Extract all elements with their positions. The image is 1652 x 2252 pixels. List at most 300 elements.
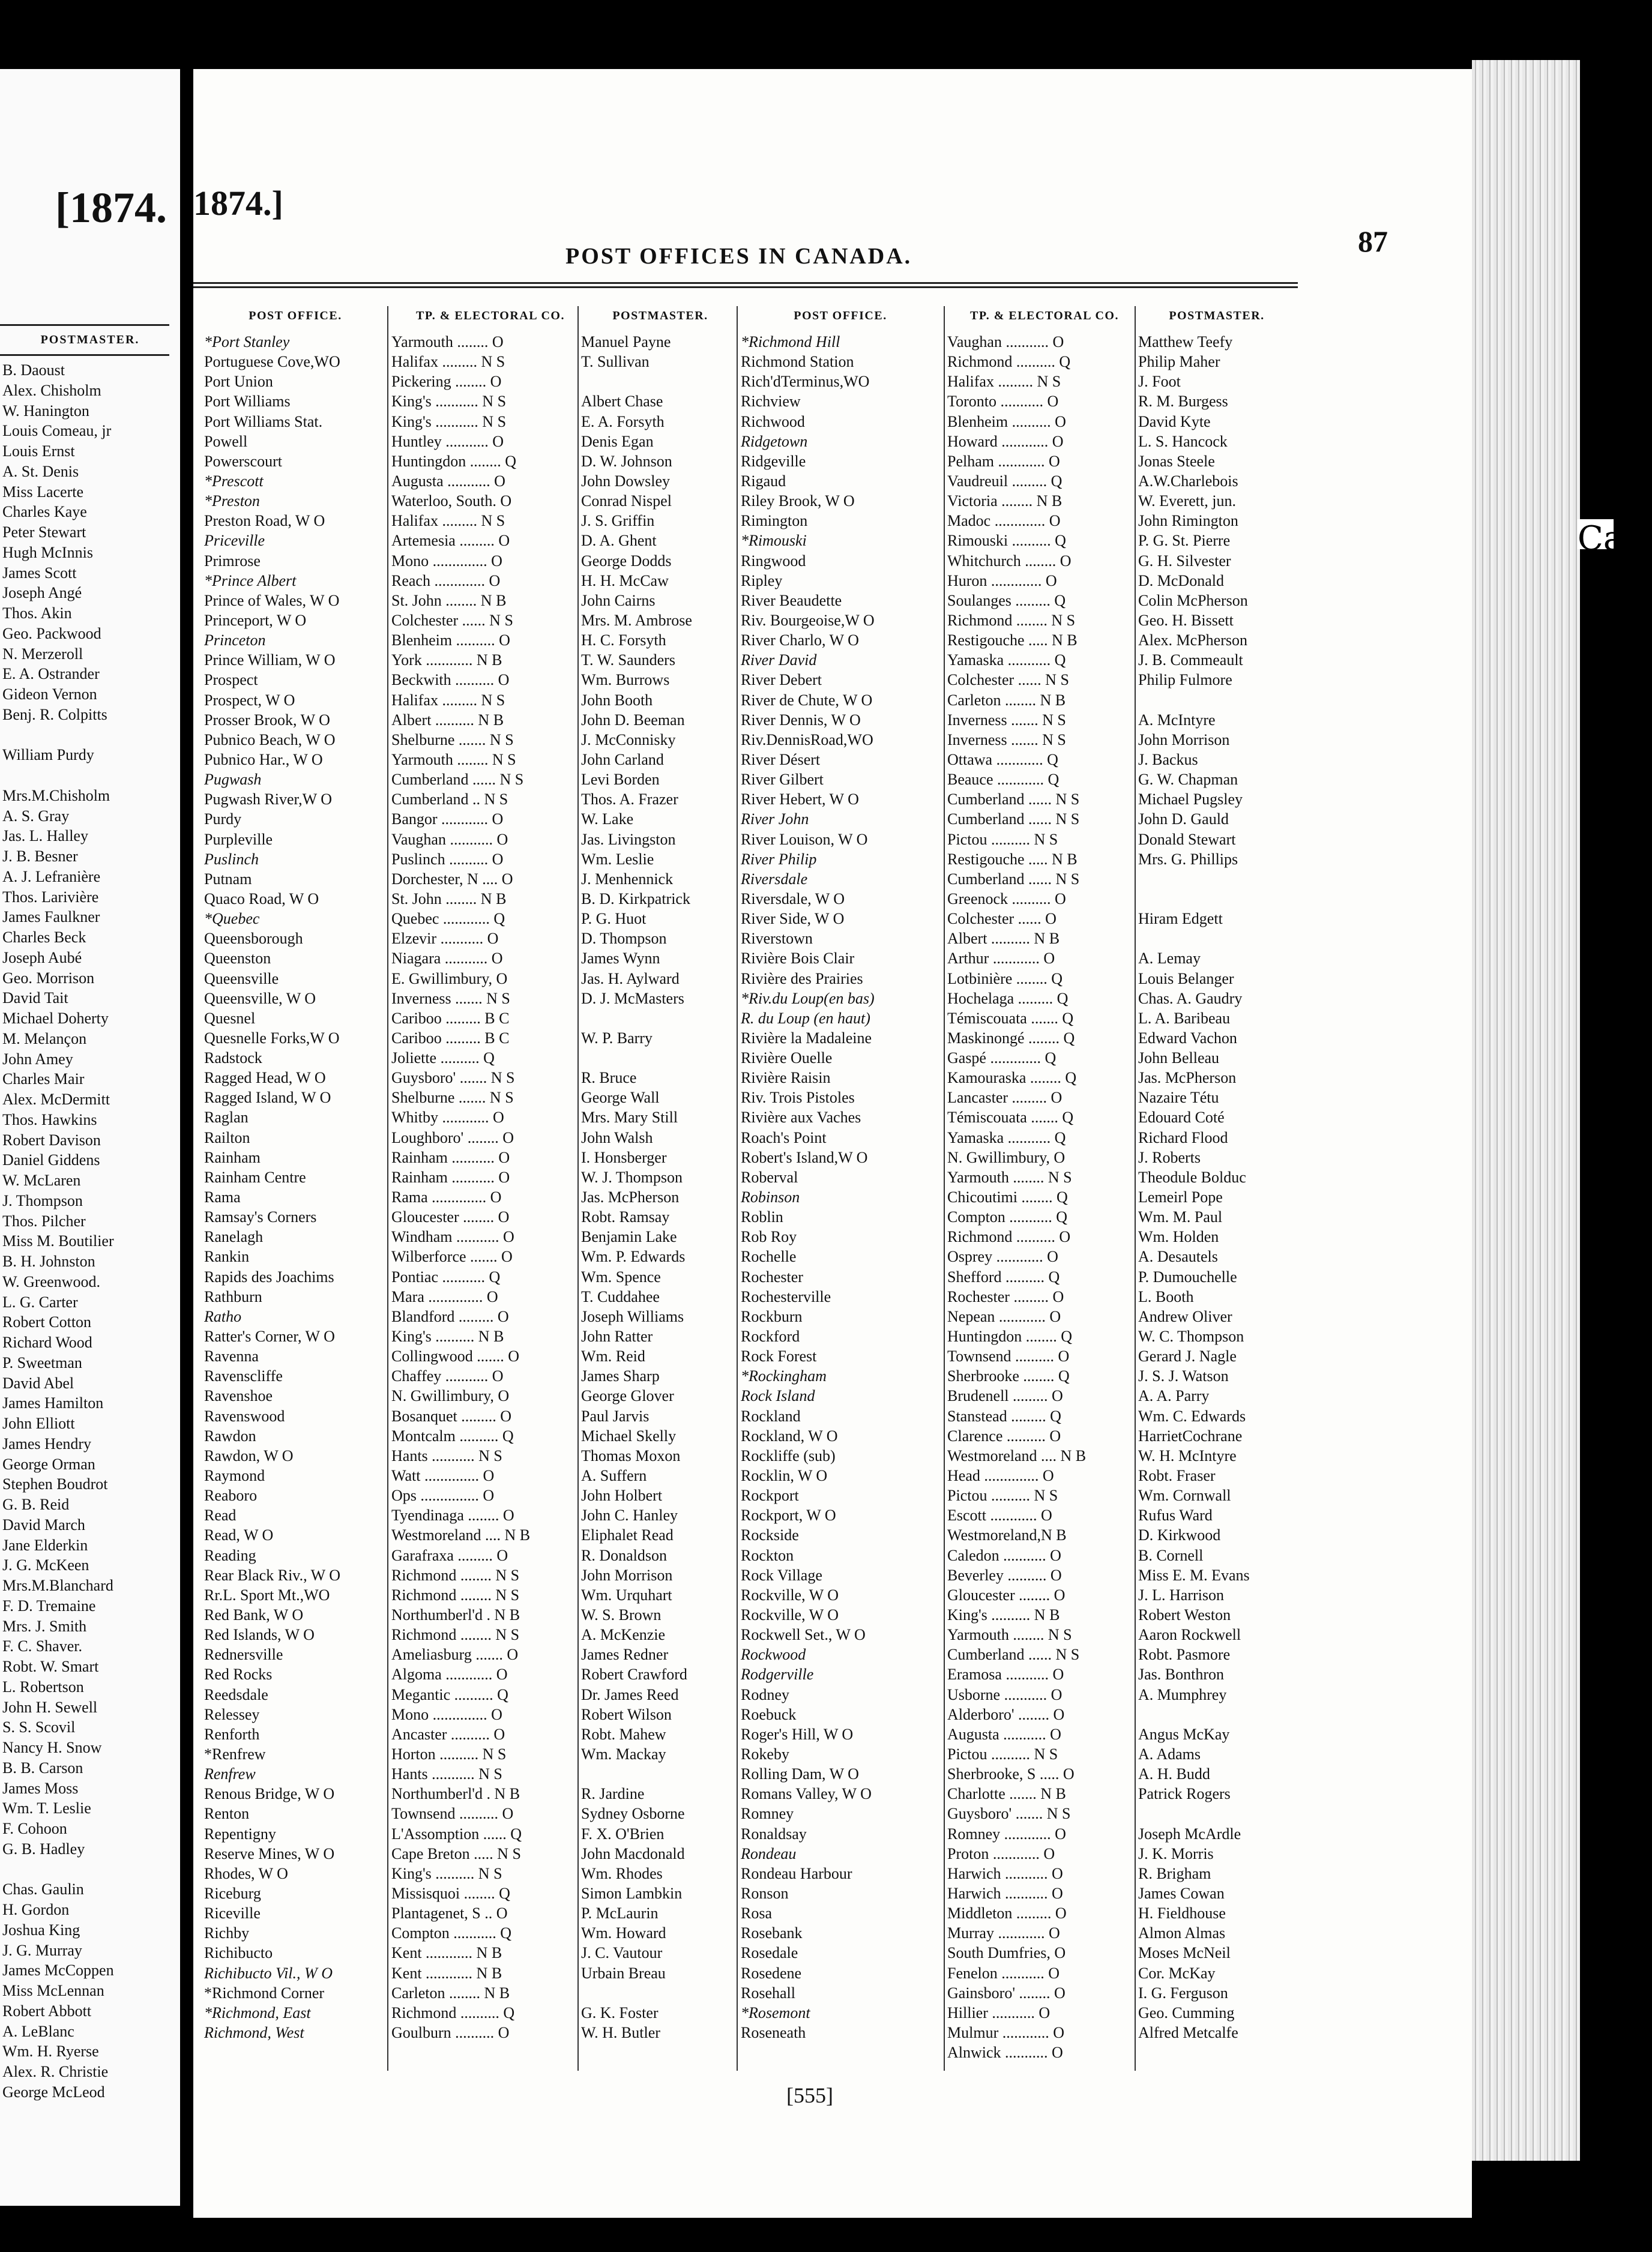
post-office-entry: Ronaldsay bbox=[741, 1825, 807, 1843]
township-entry: Harwich ........... O bbox=[947, 1864, 1063, 1882]
township-entry: Richmond .......... Q bbox=[391, 2004, 515, 2022]
post-office-entry: Prince William, W O bbox=[204, 651, 336, 669]
township-entry: King's .......... N B bbox=[947, 1606, 1060, 1624]
township-entry: King's ........... N S bbox=[391, 412, 507, 430]
township-entry: Northumberl'd . N B bbox=[391, 1606, 520, 1624]
township-entry: Alderboro' ........ O bbox=[947, 1705, 1065, 1723]
post-office-entry: Ravenswood bbox=[204, 1407, 285, 1425]
post-office-entry: Port Union bbox=[204, 373, 273, 391]
postmaster-entry: W. H. McIntyre bbox=[1138, 1447, 1237, 1465]
township-entry: Madoc ............. O bbox=[947, 512, 1061, 530]
postmaster-entry: H. Fieldhouse bbox=[1138, 1904, 1226, 1922]
left-postmaster-entry: W. Hanington bbox=[2, 402, 89, 420]
township-entry: Halifax ......... N S bbox=[391, 512, 505, 530]
post-office-entry: Rosedale bbox=[741, 1944, 798, 1962]
post-office-entry: Rochesterville bbox=[741, 1287, 831, 1305]
left-postmaster-entry: Hugh McInnis bbox=[2, 543, 93, 561]
post-office-entry: Prospect, W O bbox=[204, 691, 295, 709]
township-entry: Loughboro' ........ O bbox=[391, 1128, 514, 1146]
post-office-entry: Rankin bbox=[204, 1248, 250, 1266]
post-office-entry: Rockville, W O bbox=[741, 1586, 839, 1604]
post-office-entry: River Side, W O bbox=[741, 910, 845, 928]
postmaster-entry: A. McIntyre bbox=[1138, 711, 1216, 729]
post-office-entry: Raglan bbox=[204, 1109, 249, 1127]
left-postmaster-entry: Joseph Angé bbox=[2, 584, 82, 602]
township-entry: Richmond .......... Q bbox=[947, 353, 1071, 371]
township-entry: Augusta ........... O bbox=[947, 1725, 1061, 1743]
post-office-entry: Rokeby bbox=[741, 1745, 789, 1763]
postmaster-entry: A. Lemay bbox=[1138, 950, 1201, 968]
postmaster-entry: Benjamin Lake bbox=[581, 1228, 677, 1246]
postmaster-entry: Jas. McPherson bbox=[1138, 1069, 1237, 1087]
postmaster-entry: Robt. Mahew bbox=[581, 1725, 666, 1743]
postmaster-entry: Thos. A. Frazer bbox=[581, 790, 678, 808]
township-entry: Howard ............ O bbox=[947, 432, 1064, 450]
township-entry: Chaffey ........... O bbox=[391, 1367, 504, 1385]
township-entry: Guysboro' ....... N S bbox=[391, 1069, 515, 1087]
post-office-entry: Port Williams bbox=[204, 393, 291, 411]
township-entry: Pictou .......... N S bbox=[947, 1487, 1058, 1505]
township-entry: Artemesia ......... O bbox=[391, 532, 510, 550]
township-entry: Richmond .......... O bbox=[947, 1228, 1071, 1246]
postmaster-entry: W. P. Barry bbox=[581, 1029, 653, 1047]
postmaster-entry: Thomas Moxon bbox=[581, 1447, 681, 1465]
left-postmaster-entry: H. Gordon bbox=[2, 1901, 70, 1918]
post-office-entry: Rigaud bbox=[741, 472, 786, 490]
postmaster-entry: James Cowan bbox=[1138, 1884, 1225, 1902]
col-header-post-office: POST OFFICE. bbox=[794, 309, 887, 322]
postmaster-entry: Jas. McPherson bbox=[581, 1188, 680, 1206]
column-divider bbox=[1135, 306, 1136, 2071]
post-office-entry: River John bbox=[741, 810, 809, 828]
township-entry: Toronto ........... O bbox=[947, 393, 1059, 411]
township-entry: Mara .............. O bbox=[391, 1287, 498, 1305]
left-postmaster-entry bbox=[2, 1859, 114, 1880]
post-office-entry: *Preston bbox=[204, 492, 260, 510]
township-entry: Compton ........... Q bbox=[391, 1924, 512, 1942]
header-rule bbox=[193, 286, 1298, 288]
postmaster-entry: Alex. McPherson bbox=[1138, 631, 1247, 649]
postmaster-entry: Wm. Rhodes bbox=[581, 1864, 663, 1882]
postmaster-entry: G. H. Silvester bbox=[1138, 552, 1231, 570]
post-office-entry: Rockland, W O bbox=[741, 1427, 838, 1445]
left-postmaster-entry: S. S. Scovil bbox=[2, 1718, 76, 1736]
left-postmaster-entry: Thos. Akin bbox=[2, 604, 72, 622]
post-office-entry: Rockport, W O bbox=[741, 1507, 836, 1525]
postmaster-entry: Jas. Bonthron bbox=[1138, 1666, 1224, 1684]
postmaster-entry bbox=[581, 1048, 736, 1068]
left-postmaster-entry: Robert Cotton bbox=[2, 1313, 92, 1331]
post-office-entry: Red Rocks bbox=[204, 1666, 273, 1684]
township-entry: Rochester ......... O bbox=[947, 1287, 1064, 1305]
township-entry: Windham ........... O bbox=[391, 1228, 514, 1246]
left-postmaster-entry: Geo. Packwood bbox=[2, 624, 101, 642]
township-entry: Guysboro' ....... N S bbox=[947, 1805, 1071, 1823]
township-entry: Wilberforce ....... O bbox=[391, 1248, 513, 1266]
post-office-entry: Ravenscliffe bbox=[204, 1367, 283, 1385]
township-entry: Westmoreland .... N B bbox=[391, 1526, 531, 1544]
left-postmaster-entry: A. St. Denis bbox=[2, 462, 79, 480]
postmaster-entry bbox=[1138, 869, 1312, 889]
postmaster-entry bbox=[1138, 929, 1312, 948]
township-entry: Dorchester, N .... O bbox=[391, 870, 513, 888]
postmaster-entry bbox=[1138, 1804, 1312, 1823]
postmaster-entry: W. H. Butler bbox=[581, 2023, 660, 2041]
left-postmaster-entry: John Amey bbox=[2, 1050, 73, 1068]
left-postmaster-entry: Charles Beck bbox=[2, 929, 86, 946]
left-postmaster-entry: Gideon Vernon bbox=[2, 685, 97, 703]
left-postmaster-entry: A. S. Gray bbox=[2, 807, 70, 825]
township-entry: Restigouche ..... N B bbox=[947, 631, 1078, 649]
postmaster-entry: Wm. M. Paul bbox=[1138, 1208, 1223, 1226]
postmaster-entry: A. Suffern bbox=[581, 1467, 647, 1485]
postmaster-entry: A.W.Charlebois bbox=[1138, 472, 1238, 490]
post-office-entry: Ratho bbox=[204, 1307, 242, 1325]
post-office-entry: Rivière des Prairies bbox=[741, 969, 863, 987]
left-postmaster-entry: E. A. Ostrander bbox=[2, 665, 100, 683]
township-entry: Quebec ............ Q bbox=[391, 910, 505, 928]
post-office-entry: Richmond, West bbox=[204, 2023, 304, 2041]
post-office-entry: Red Islands, W O bbox=[204, 1626, 315, 1644]
postmaster-entry: Eliphalet Read bbox=[581, 1526, 674, 1544]
post-office-entry: Richby bbox=[204, 1924, 250, 1942]
township-entry: Reach ............. O bbox=[391, 571, 501, 589]
postmaster-entry: Angus McKay bbox=[1138, 1725, 1230, 1743]
township-entry: Kent ............ N B bbox=[391, 1964, 502, 1982]
township-entry: Tyendinaga ........ O bbox=[391, 1507, 514, 1525]
postmaster-entry: J. L. Harrison bbox=[1138, 1586, 1224, 1604]
postmaster-entry: J. Menhennick bbox=[581, 870, 674, 888]
township-entry: Head .............. O bbox=[947, 1467, 1054, 1485]
postmaster-entry: John C. Hanley bbox=[581, 1507, 678, 1525]
township-entry: Algoma ............ O bbox=[391, 1666, 508, 1684]
postmaster-entry: D. Kirkwood bbox=[1138, 1526, 1221, 1544]
postmaster-entry: I. G. Ferguson bbox=[1138, 1984, 1228, 2002]
post-office-entry: River David bbox=[741, 651, 817, 669]
post-office-entry: Romans Valley, W O bbox=[741, 1785, 872, 1803]
post-office-entry: Robert's Island,W O bbox=[741, 1148, 868, 1166]
township-entry: Brudenell ......... O bbox=[947, 1387, 1063, 1405]
post-office-entry: Renous Bridge, W O bbox=[204, 1785, 335, 1803]
post-office-entry: Preston Road, W O bbox=[204, 512, 325, 530]
postmaster-entry: Louis Belanger bbox=[1138, 969, 1234, 987]
postmaster-entry: I. Honsberger bbox=[581, 1148, 667, 1166]
post-office-entry: Reserve Mines, W O bbox=[204, 1844, 335, 1862]
left-postmaster-entry: John H. Sewell bbox=[2, 1698, 98, 1716]
col-header-township: TP. & ELECTORAL CO. bbox=[969, 309, 1119, 322]
post-office-entry: Queensville bbox=[204, 969, 279, 987]
township-entry: Halifax ......... N S bbox=[391, 353, 505, 371]
township-entry: Eramosa ........... O bbox=[947, 1666, 1064, 1684]
left-postmaster-entry: David Abel bbox=[2, 1374, 74, 1392]
left-postmaster-entry: B. Daoust bbox=[2, 361, 65, 379]
post-office-entry: Ronson bbox=[741, 1884, 789, 1902]
postmaster-entry: A. Desautels bbox=[1138, 1248, 1218, 1266]
township-entry: Greenock .......... O bbox=[947, 890, 1066, 908]
left-postmaster-entry: L. G. Carter bbox=[2, 1293, 78, 1311]
post-office-entry: Rosebank bbox=[741, 1924, 803, 1942]
post-office-entry: Rapids des Joachims bbox=[204, 1268, 334, 1286]
post-office-entry: River Gilbert bbox=[741, 771, 824, 789]
postmaster-entry: Mrs. Mary Still bbox=[581, 1109, 678, 1127]
post-office-entry: Riv.DennisRoad,WO bbox=[741, 730, 873, 748]
postmaster-entry: F. X. O'Brien bbox=[581, 1825, 665, 1843]
post-office-entry: Ridgeville bbox=[741, 452, 806, 470]
township-entry: Vaughan ........... O bbox=[391, 830, 508, 848]
township-entry: Niagara ........... O bbox=[391, 950, 503, 968]
page-gutter bbox=[180, 0, 193, 2252]
postmaster-entry: R. Bruce bbox=[581, 1069, 637, 1087]
post-office-entry: Roseneath bbox=[741, 2023, 806, 2041]
post-office-entry: Queensville, W O bbox=[204, 989, 316, 1007]
township-entry: King's ........... N S bbox=[391, 393, 507, 411]
postmaster-entry: John Walsh bbox=[581, 1128, 653, 1146]
postmaster-entry: John D. Beeman bbox=[581, 711, 685, 729]
postmaster-entry bbox=[1138, 690, 1312, 710]
township-entry: Richmond ........ N S bbox=[947, 611, 1076, 629]
post-office-entry: Rosa bbox=[741, 1904, 772, 1922]
postmaster-entry: P. McLaurin bbox=[581, 1904, 659, 1922]
left-postmaster-entry: Miss McLennan bbox=[2, 1982, 104, 1999]
post-office-entry: *Rosemont bbox=[741, 2004, 810, 2022]
left-postmaster-entry: Geo. Morrison bbox=[2, 969, 95, 987]
post-office-entry: Riceburg bbox=[204, 1884, 261, 1902]
township-entry: Restigouche ..... N B bbox=[947, 850, 1078, 868]
left-postmaster-entry: James Faulkner bbox=[2, 908, 100, 926]
postmaster-entry: Geo. Cumming bbox=[1138, 2004, 1235, 2022]
township-entry: Ottawa ............ Q bbox=[947, 750, 1058, 768]
township-entry: Charlotte ....... N B bbox=[947, 1785, 1066, 1803]
postmaster-entry: Hiram Edgett bbox=[1138, 910, 1223, 928]
township-entry: Westmoreland,N B bbox=[947, 1526, 1067, 1544]
post-office-entry: Pubnico Har., W O bbox=[204, 750, 323, 768]
left-postmaster-entry: William Purdy bbox=[2, 746, 94, 764]
postmaster-entry: W. Everett, jun. bbox=[1138, 492, 1236, 510]
postmaster-entry: David Kyte bbox=[1138, 412, 1211, 430]
township-entry: Cumberland ...... N S bbox=[947, 810, 1080, 828]
post-office-entry: Robinson bbox=[741, 1188, 800, 1206]
township-entry: Plantagenet, S .. O bbox=[391, 1904, 508, 1922]
postmaster-entry: Wm. Howard bbox=[581, 1924, 666, 1942]
post-office-entry: Rockville, W O bbox=[741, 1606, 839, 1624]
township-entry: L'Assomption ...... Q bbox=[391, 1825, 522, 1843]
township-entry: Cumberland .. N S bbox=[391, 790, 508, 808]
post-office-entry: Renfrew bbox=[204, 1765, 256, 1783]
post-office-entry: Ranelagh bbox=[204, 1228, 264, 1246]
left-postmaster-entry: Stephen Boudrot bbox=[2, 1475, 108, 1493]
postmaster-entry: Aaron Rockwell bbox=[1138, 1626, 1241, 1644]
left-postmaster-entry: A. J. Lefranière bbox=[2, 867, 101, 885]
postmaster-entry: Colin McPherson bbox=[1138, 591, 1248, 609]
township-entry: South Dumfries, O bbox=[947, 1944, 1066, 1962]
township-entry: Ameliasburg ....... O bbox=[391, 1646, 519, 1664]
post-office-entry: *Port Stanley bbox=[204, 333, 290, 351]
postmaster-entry: Levi Borden bbox=[581, 771, 660, 789]
township-entry: Proton ............ O bbox=[947, 1844, 1055, 1862]
township-entry: Cumberland ...... N S bbox=[947, 1646, 1080, 1664]
township-entry: Lancaster ......... O bbox=[947, 1089, 1063, 1107]
left-postmaster-entry: Nancy H. Snow bbox=[2, 1739, 102, 1756]
post-office-entry: Rock Forest bbox=[741, 1347, 817, 1365]
township-entry: Halifax ......... N S bbox=[947, 373, 1061, 391]
left-postmaster-entry: Michael Doherty bbox=[2, 1010, 109, 1027]
township-entry: Pelham ............ O bbox=[947, 452, 1060, 470]
post-office-entry: Princeport, W O bbox=[204, 611, 307, 629]
township-entry: Cumberland ...... N S bbox=[947, 870, 1080, 888]
post-office-entry: Rock Village bbox=[741, 1566, 822, 1584]
post-office-entry: Rob Roy bbox=[741, 1228, 797, 1246]
township-entry: Whitby ............ O bbox=[391, 1109, 504, 1127]
township-entry: Megantic .......... Q bbox=[391, 1685, 508, 1703]
postmaster-entry: Dr. James Reed bbox=[581, 1685, 679, 1703]
postmaster-entry: W. J. Thompson bbox=[581, 1168, 683, 1186]
postmaster-entry: Wm. P. Edwards bbox=[581, 1248, 686, 1266]
post-office-entry: Rockford bbox=[741, 1328, 800, 1346]
postmaster-entry: R. M. Burgess bbox=[1138, 393, 1228, 411]
postmaster-entry: D. McDonald bbox=[1138, 571, 1224, 589]
post-office-entry: Rama bbox=[204, 1188, 241, 1206]
post-office-entry: Romney bbox=[741, 1805, 794, 1823]
post-office-entry: Repentigny bbox=[204, 1825, 276, 1843]
township-entry: Rama .............. O bbox=[391, 1188, 502, 1206]
township-entry: Joliette .......... Q bbox=[391, 1049, 495, 1067]
postmaster-entry: Moses McNeil bbox=[1138, 1944, 1231, 1962]
township-entry: Huntingdon ........ Q bbox=[391, 452, 516, 470]
postmaster-entry: HarrietCochrane bbox=[1138, 1427, 1243, 1445]
post-office-entry: Port Williams Stat. bbox=[204, 412, 323, 430]
left-postmaster-entry: David March bbox=[2, 1516, 85, 1534]
book-page-edges bbox=[1472, 60, 1580, 2161]
township-entry: Yarmouth ........ N S bbox=[947, 1168, 1072, 1186]
township-entry: Usborne ........... O bbox=[947, 1685, 1063, 1703]
postmaster-entry: Miss E. M. Evans bbox=[1138, 1566, 1250, 1584]
postmaster-entry: Robert Weston bbox=[1138, 1606, 1231, 1624]
postmaster-entry: Richard Flood bbox=[1138, 1128, 1228, 1146]
postmaster-entry: W. C. Thompson bbox=[1138, 1328, 1244, 1346]
left-postmaster-entry: B. B. Carson bbox=[2, 1759, 83, 1777]
postmaster-entry: P. G. Huot bbox=[581, 910, 647, 928]
post-office-entry: *Renfrew bbox=[204, 1745, 266, 1763]
postmaster-entry: Robt. Ramsay bbox=[581, 1208, 670, 1226]
left-postmaster-entry: Louis Ernst bbox=[2, 442, 75, 460]
postmaster-entry: D. W. Johnson bbox=[581, 452, 672, 470]
township-entry: Stanstead ......... Q bbox=[947, 1407, 1061, 1425]
post-office-entry: Rockburn bbox=[741, 1307, 803, 1325]
left-postmaster-entry: F. Cohoon bbox=[2, 1820, 67, 1837]
township-entry: Shelburne ....... N S bbox=[391, 730, 514, 748]
post-office-entry: Raymond bbox=[204, 1467, 265, 1485]
post-office-entry: Ragged Island, W O bbox=[204, 1089, 331, 1107]
postmaster-entry: Wm. Cornwall bbox=[1138, 1487, 1231, 1505]
postmaster-entry: John Holbert bbox=[581, 1487, 663, 1505]
left-postmaster-entry: W. Greenwood. bbox=[2, 1272, 100, 1290]
township-entry: Goulburn .......... O bbox=[391, 2023, 510, 2041]
township-entry: N. Gwillimbury, O bbox=[391, 1387, 510, 1405]
post-office-entry: Rocklin, W O bbox=[741, 1467, 828, 1485]
township-entry: Hants ........... N S bbox=[391, 1765, 502, 1783]
post-office-entry: *Richmond, East bbox=[204, 2004, 311, 2022]
postmaster-entry: John Cairns bbox=[581, 591, 656, 609]
postmaster-entry: Denis Egan bbox=[581, 432, 654, 450]
left-postmaster-entry: Daniel Giddens bbox=[2, 1151, 100, 1169]
post-office-entry: Ragged Head, W O bbox=[204, 1069, 326, 1087]
post-office-entry: Ringwood bbox=[741, 552, 806, 570]
township-entry: Escott ............ O bbox=[947, 1507, 1052, 1525]
township-entry: Yamaska ........... Q bbox=[947, 1128, 1066, 1146]
post-office-entry: Princeton bbox=[204, 631, 266, 649]
post-office-entry: Rivière Ouelle bbox=[741, 1049, 833, 1067]
township-entry: Nepean ............ O bbox=[947, 1307, 1061, 1325]
township-entry: Inverness ....... N S bbox=[947, 711, 1066, 729]
left-postmaster-entry: James Moss bbox=[2, 1779, 79, 1797]
column-divider bbox=[577, 306, 579, 2071]
post-office-entry: Queensborough bbox=[204, 930, 303, 948]
postmaster-entry: Urbain Breau bbox=[581, 1964, 666, 1982]
left-postmaster-entry: Thos. Larivière bbox=[2, 888, 99, 906]
col-header-township: TP. & ELECTORAL CO. bbox=[415, 309, 565, 322]
postmaster-entry: Philip Maher bbox=[1138, 353, 1220, 371]
left-postmaster-entry: Robert Abbott bbox=[2, 2002, 92, 2020]
post-office-entry: *Riv.du Loup(en bas) bbox=[741, 989, 875, 1007]
post-office-entry: River Dennis, W O bbox=[741, 711, 861, 729]
left-postmaster-entry: Thos. Pilcher bbox=[2, 1212, 86, 1230]
township-entry: Pictou .......... N S bbox=[947, 1745, 1058, 1763]
township-entry: Pictou .......... N S bbox=[947, 830, 1058, 848]
post-office-entry: Richibucto Vil., W O bbox=[204, 1964, 333, 1982]
township-entry: Inverness ....... N S bbox=[947, 730, 1066, 748]
township-entry: Victoria ........ N B bbox=[947, 492, 1063, 510]
township-entry: Gloucester ........ O bbox=[947, 1586, 1066, 1604]
township-entry: Mulmur ............ O bbox=[947, 2023, 1064, 2041]
postmaster-entry: P. G. St. Pierre bbox=[1138, 532, 1231, 550]
left-postmaster-entry: Benj. R. Colpitts bbox=[2, 705, 107, 723]
post-office-entry: Richmond Station bbox=[741, 353, 854, 371]
township-entry: Colchester ...... N S bbox=[947, 671, 1069, 689]
left-postmaster-entry: J. G. McKeen bbox=[2, 1556, 89, 1574]
township-entry: Hochelaga ......... Q bbox=[947, 989, 1069, 1007]
postmaster-entry: Wm. Mackay bbox=[581, 1745, 666, 1763]
post-office-entry: Riverstown bbox=[741, 930, 813, 948]
township-entry: Middleton ......... O bbox=[947, 1904, 1067, 1922]
post-office-entry: Rodney bbox=[741, 1685, 789, 1703]
postmaster-entry: D. A. Ghent bbox=[581, 532, 657, 550]
postmaster-entry bbox=[581, 372, 736, 391]
postmaster-entry: Paul Jarvis bbox=[581, 1407, 650, 1425]
postmaster-entry: D. Thompson bbox=[581, 930, 667, 948]
township-entry: Maskinongé ........ Q bbox=[947, 1029, 1075, 1047]
post-office-entry: Rochelle bbox=[741, 1248, 797, 1266]
township-entry: Soulanges ......... Q bbox=[947, 591, 1066, 609]
postmaster-entry: Lemeirl Pope bbox=[1138, 1188, 1223, 1206]
postmaster-entry: Theodule Bolduc bbox=[1138, 1168, 1246, 1186]
postmaster-entry: T. W. Saunders bbox=[581, 651, 675, 669]
township-entry: Blenheim .......... O bbox=[947, 412, 1066, 430]
postmaster-entry: A. Mumphrey bbox=[1138, 1685, 1227, 1703]
township-entry: York ............ N B bbox=[391, 651, 502, 669]
township-entry: Collingwood ....... O bbox=[391, 1347, 520, 1365]
page-year: 1874.] bbox=[193, 184, 283, 223]
postmaster-entry: Albert Chase bbox=[581, 393, 663, 411]
post-office-entry: Rosedene bbox=[741, 1964, 802, 1982]
postmaster-entry: Wm. Burrows bbox=[581, 671, 670, 689]
township-entry: King's .......... N B bbox=[391, 1328, 504, 1346]
township-entry: Ops ............... O bbox=[391, 1487, 495, 1505]
postmaster-entry: John Rimington bbox=[1138, 512, 1238, 530]
left-postmaster-entry: J. Thompson bbox=[2, 1191, 83, 1209]
left-postmaster-entry: John Elliott bbox=[2, 1415, 75, 1432]
township-entry: Yamaska ........... Q bbox=[947, 651, 1066, 669]
township-entry: Pickering ........ O bbox=[391, 373, 502, 391]
